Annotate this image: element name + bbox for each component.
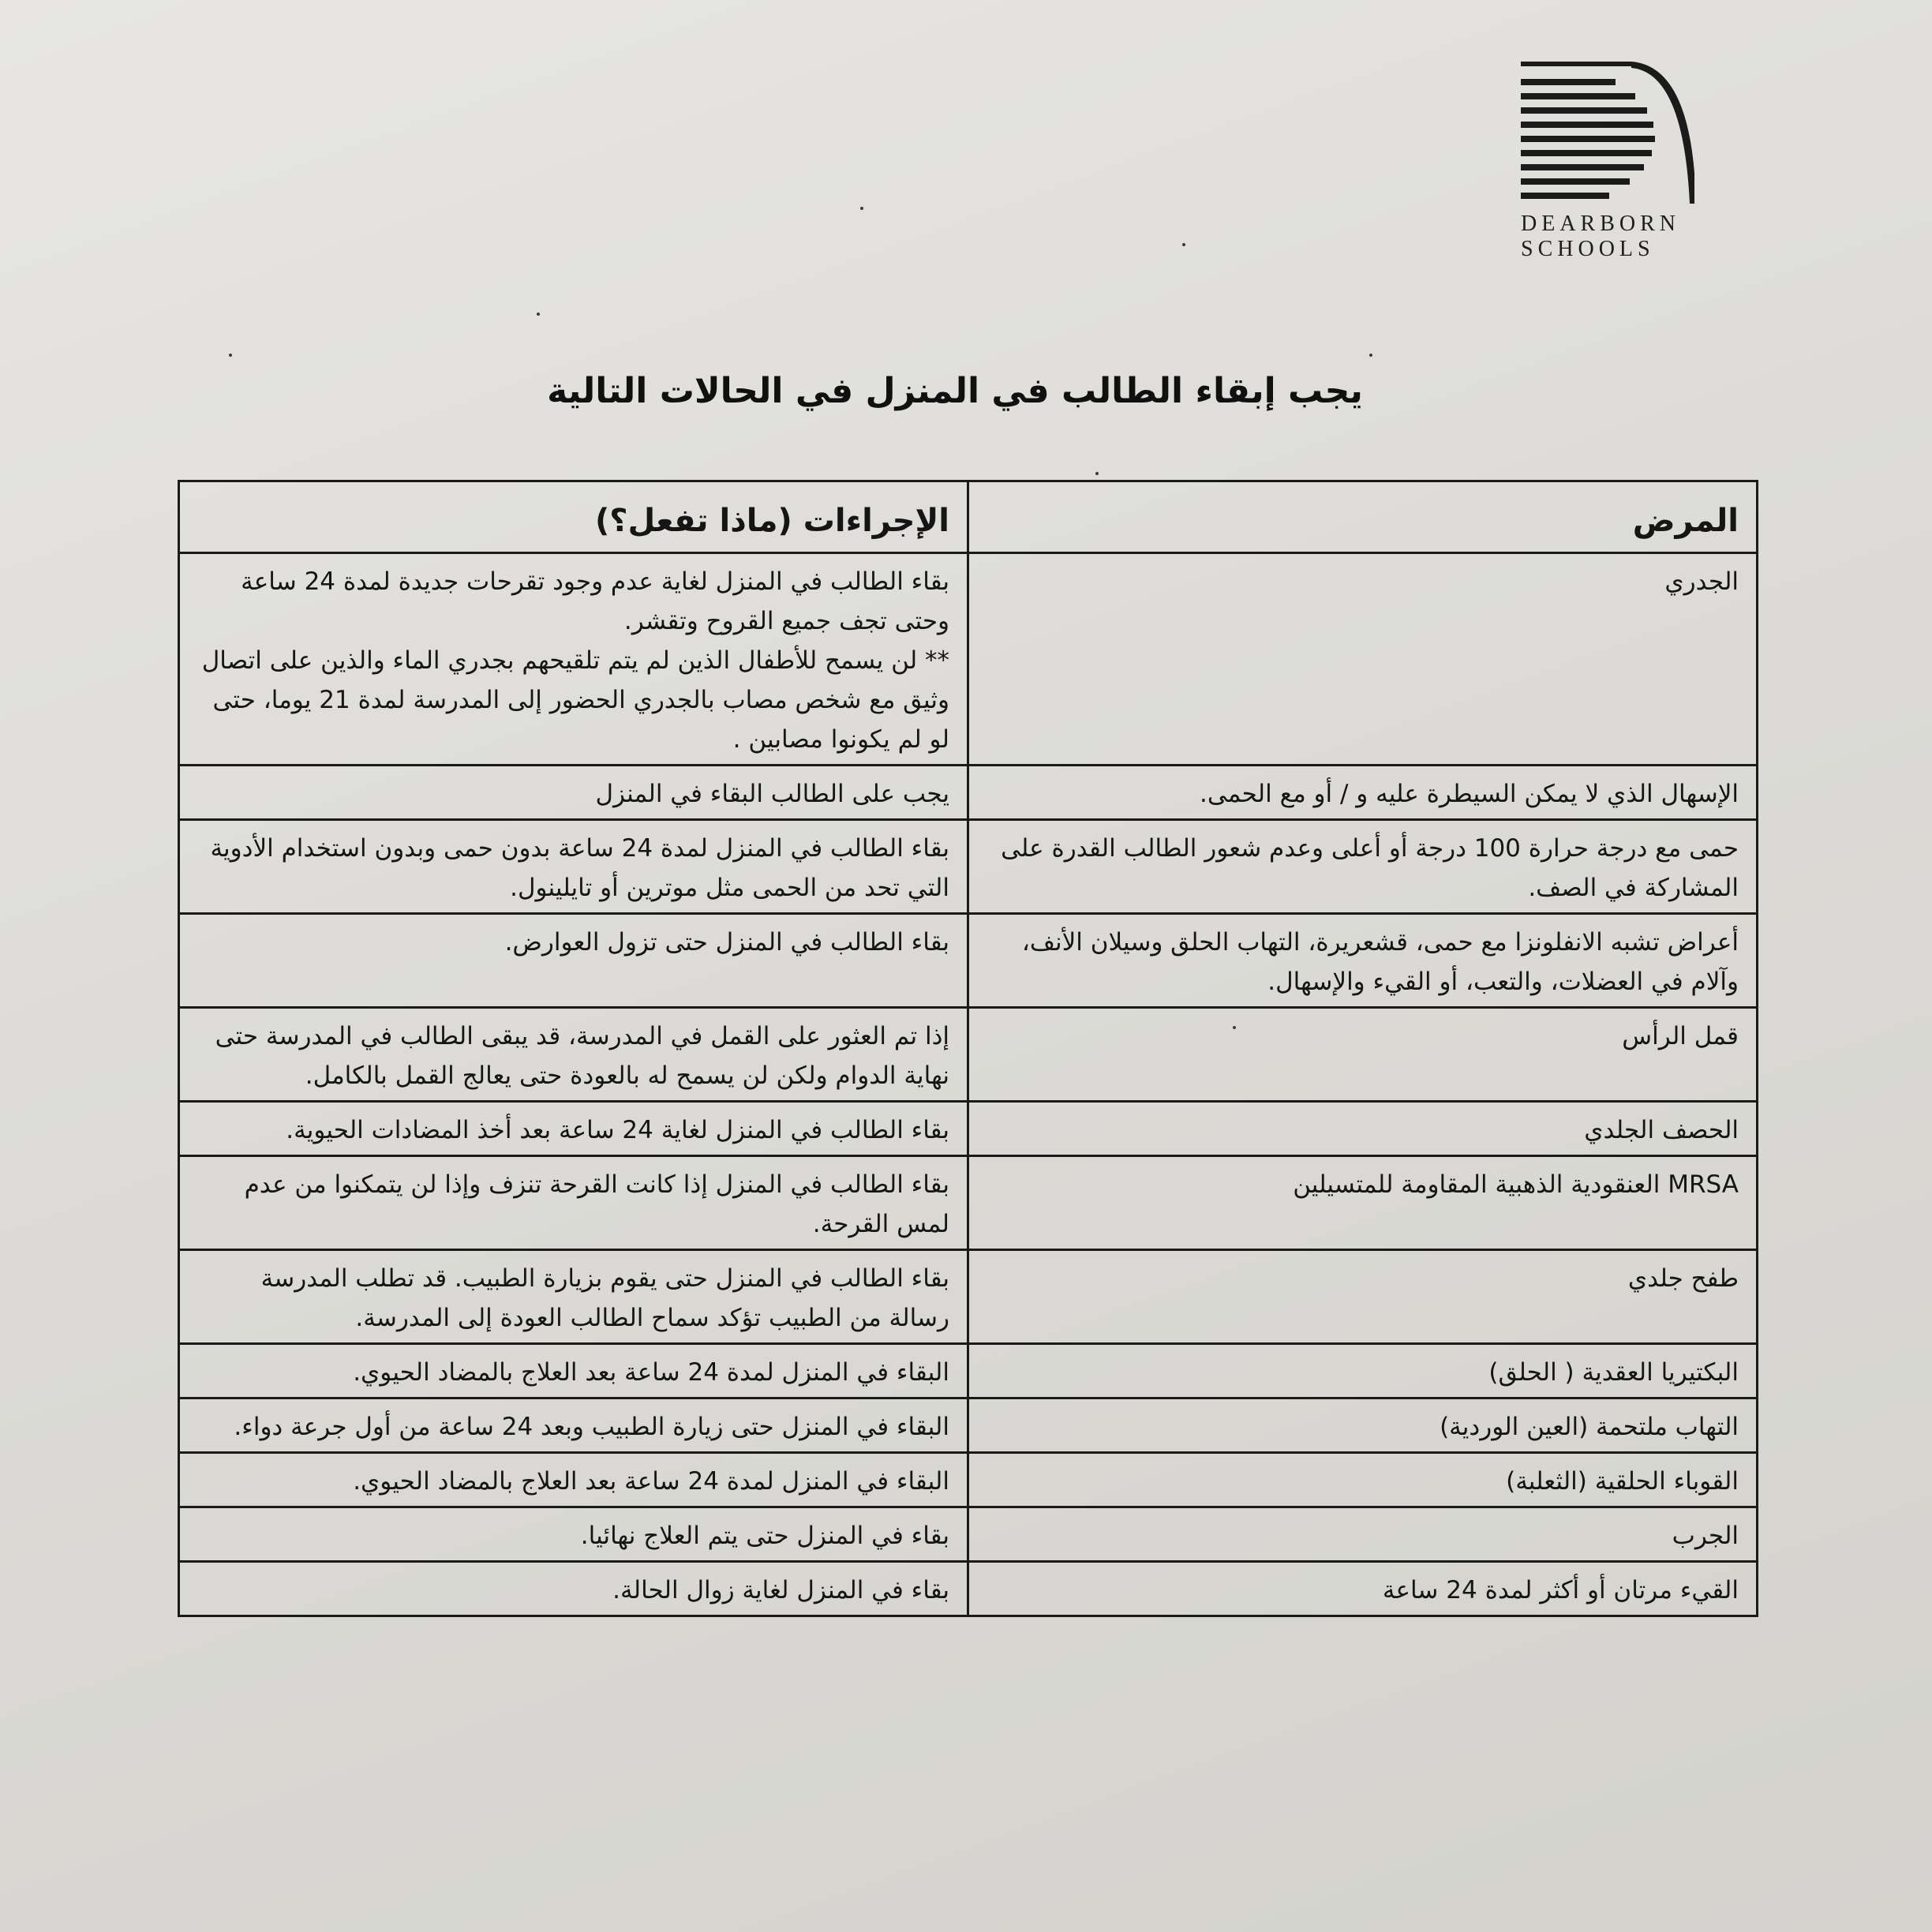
disease-cell: حمى مع درجة حرارة 100 درجة أو أعلى وعدم شعور الطالب القدرة على المشاركة في الصف.	[968, 820, 1758, 914]
action-cell: بقاء الطالب في المنزل لمدة 24 ساعة بدون حمى وبدون استخدام الأدوية التي تحد من الحمى مثل موترين أو تايلينول.	[179, 820, 968, 914]
paper-speck	[1369, 354, 1372, 357]
table-row	[179, 1507, 1758, 1562]
disease-cell: التهاب ملتحمة (العين الوردية)	[968, 1398, 1758, 1453]
action-cell: بقاء في المنزل لغاية زوال الحالة.	[179, 1562, 968, 1616]
table-row	[179, 1008, 1758, 1102]
action-cell: البقاء في المنزل حتى زيارة الطبيب وبعد 24 ساعة من أول جرعة دواء.	[179, 1398, 968, 1453]
disease-cell: MRSA العنقودية الذهبية المقاومة للمتسيلين	[968, 1156, 1758, 1250]
paper-speck	[229, 354, 232, 357]
action-note: ** لن يسمح للأطفال الذين لم يتم تلقيحهم بجدري الماء والذين على اتصال وثيق مع شخص مصاب بالجدري الحضور إلى المدرسة لمدة 21 يوما، حتى لو لم يكونوا مصابين .	[201, 646, 949, 754]
action-cell: بقاء في المنزل حتى يتم العلاج نهائيا.	[179, 1507, 968, 1562]
action-cell: يجب على الطالب البقاء في المنزل	[179, 766, 968, 820]
disease-cell: الجرب	[968, 1507, 1758, 1562]
action-cell: بقاء الطالب في المنزل إذا كانت القرحة تنزف وإذا لن يتمكنوا من عدم لمس القرحة.	[179, 1156, 968, 1250]
table-row	[179, 766, 1758, 820]
table-row	[179, 914, 1758, 1008]
table-row	[179, 1562, 1758, 1616]
paper-speck	[1095, 472, 1099, 475]
disease-cell: الجدري	[968, 553, 1758, 766]
table-row	[179, 1398, 1758, 1453]
disease-cell: القيء مرتان أو أكثر لمدة 24 ساعة	[968, 1562, 1758, 1616]
action-cell: البقاء في المنزل لمدة 24 ساعة بعد العلاج بالمضاد الحيوي.	[179, 1453, 968, 1507]
table-row	[179, 1344, 1758, 1398]
table-header-row	[179, 481, 1758, 553]
table-row	[179, 820, 1758, 914]
action-cell: بقاء الطالب في المنزل حتى تزول العوارض.	[179, 914, 968, 1008]
d-emblem-icon	[1513, 62, 1694, 208]
disease-cell: قمل الرأس	[968, 1008, 1758, 1102]
dearborn-schools-logo	[1503, 62, 1701, 267]
page-title: يجب إبقاء الطالب في المنزل في الحالات التالية	[547, 371, 1363, 411]
logo-text-dearborn: DEARBORN	[1521, 212, 1681, 236]
disease-cell: الإسهال الذي لا يمكن السيطرة عليه و / أو مع الحمى.	[968, 766, 1758, 820]
paper-speck	[1182, 243, 1185, 246]
logo-text-schools: SCHOOLS	[1521, 237, 1655, 261]
illness-table	[178, 480, 1758, 1617]
action-cell: بقاء الطالب في المنزل حتى يقوم بزيارة الطبيب. قد تطلب المدرسة رسالة من الطبيب تؤكد سماح الطالب العودة إلى المدرسة.	[179, 1250, 968, 1344]
action-cell: بقاء الطالب في المنزل لغاية 24 ساعة بعد أخذ المضادات الحيوية.	[179, 1102, 968, 1156]
action-cell: إذا تم العثور على القمل في المدرسة، قد يبقى الطالب في المدرسة حتى نهاية الدوام ولكن لن يسمح له بالعودة حتى يعالج القمل بالكامل.	[179, 1008, 968, 1102]
disease-cell: الحصف الجلدي	[968, 1102, 1758, 1156]
action-text: بقاء الطالب في المنزل لغاية عدم وجود تقرحات جديدة لمدة 24 ساعة وحتى تجف جميع القروح وتقشر.	[241, 567, 949, 635]
disease-cell: القوباء الحلقية (الثعلبة)	[968, 1453, 1758, 1507]
disease-cell: طفح جلدي	[968, 1250, 1758, 1344]
table-row	[179, 1250, 1758, 1344]
table-row	[179, 1453, 1758, 1507]
table-row	[179, 1102, 1758, 1156]
table-row	[179, 1156, 1758, 1250]
paper-speck	[860, 207, 863, 210]
disease-cell: أعراض تشبه الانفلونزا مع حمى، قشعريرة، التهاب الحلق وسيلان الأنف، وآلام في العضلات، والتعب، أو القيء والإسهال.	[968, 914, 1758, 1008]
table-row	[179, 553, 1758, 766]
action-cell: البقاء في المنزل لمدة 24 ساعة بعد العلاج بالمضاد الحيوي.	[179, 1344, 968, 1398]
paper-speck	[537, 313, 540, 316]
header-disease: المرض	[968, 481, 1758, 553]
paper-speck	[1233, 1026, 1236, 1029]
header-action: الإجراءات (ماذا تفعل؟)	[179, 481, 968, 553]
action-cell	[179, 553, 968, 766]
disease-cell: البكتيريا العقدية ( الحلق)	[968, 1344, 1758, 1398]
